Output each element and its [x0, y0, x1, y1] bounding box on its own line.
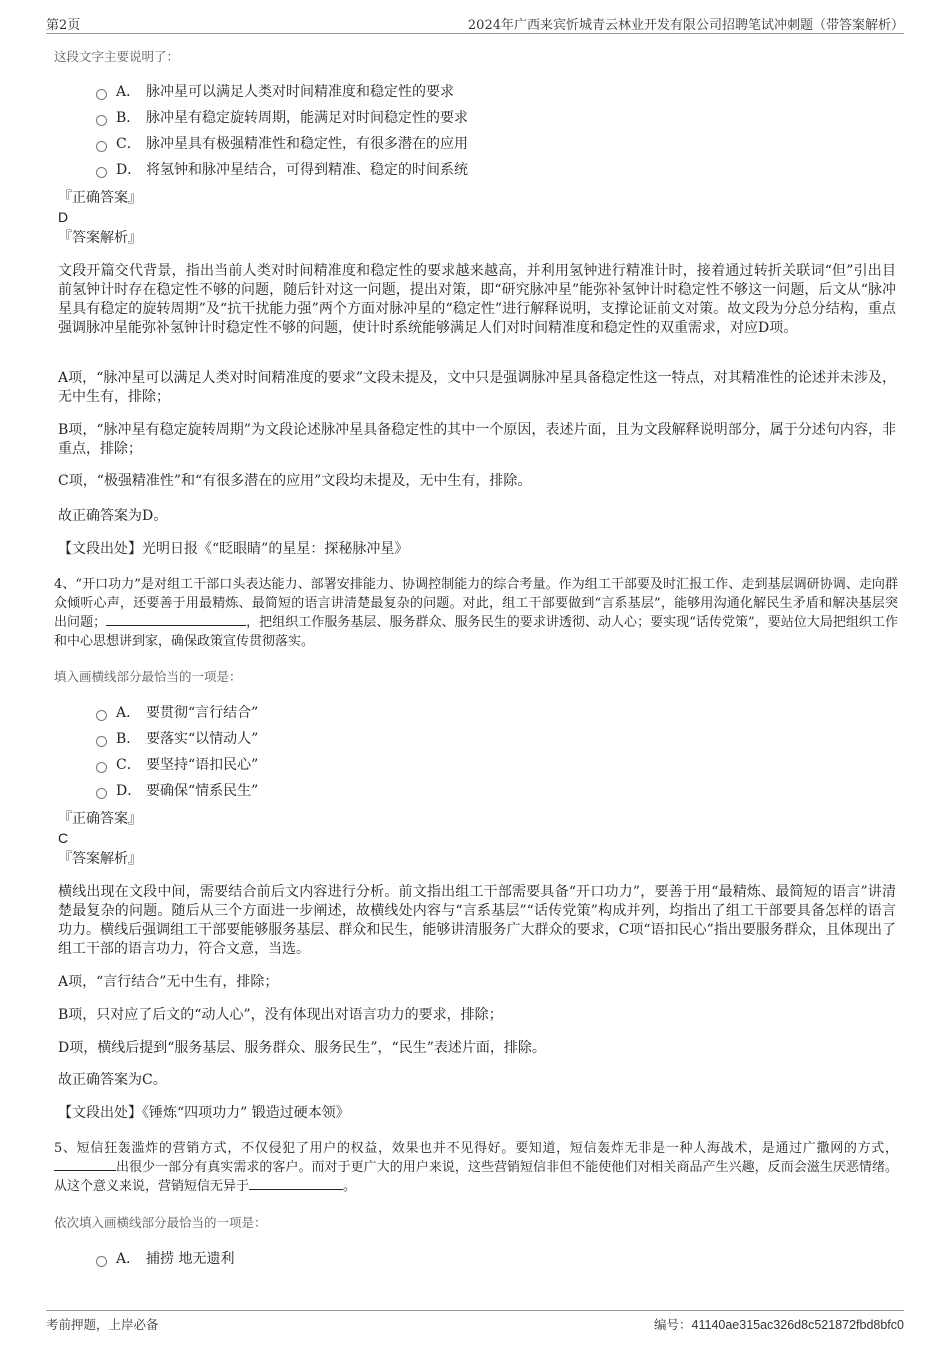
radio-icon[interactable] — [96, 710, 107, 721]
q4-answer-label: 『正确答案』 — [58, 811, 142, 827]
q4-option-d[interactable]: D． 要确保“情系民生” — [96, 780, 258, 802]
q3-option-a[interactable]: A． 脉冲星可以满足人类对时间精准度和稳定性的要求 — [96, 81, 454, 103]
q3-prompt: 这段文字主要说明了： — [54, 49, 180, 64]
q3-analysis-c: C项，“极强精准性”和“有很多潜在的应用”文段均未提及，无中生有，排除。 — [58, 473, 532, 489]
radio-icon[interactable] — [96, 141, 107, 152]
q4-source: 【文段出处】《锤炼“四项功力” 锻造过硬本领》 — [58, 1105, 350, 1121]
q4-prompt: 填入画横线部分最恰当的一项是： — [54, 669, 242, 684]
radio-icon[interactable] — [96, 788, 107, 799]
radio-icon[interactable] — [96, 89, 107, 100]
q3-analysis-b: B项，“脉冲星有稳定旋转周期”为文段论述脉冲星具备稳定性的其中一个原因，表述片面，且为文段解释说明部分，属于分述句内容，非重点，排除； — [58, 422, 896, 457]
q3-analysis-main: 文段开篇交代背景，指出当前人类对时间精准度和稳定性的要求越来越高，并利用氢钟进行精准计时，接着通过转折关联词“但”引出目前氢钟计时存在稳定性不够的问题，随后针对这一问题，提出对策，即“研究脉冲星”能弥补氢钟计时稳定性不够这一问题，后文从“脉冲星具有稳定的旋转周期”及“抗干扰能力强”两个方面对脉冲星的“稳定性”进行解释说明，支撑论证前文对策。故文段为分总分结构，重点强调脉冲星能弥补氢钟计时稳定性不够的问题，使计时系统能够满足人们对时间精准度和稳定性的双重需求，对应D项。 — [58, 263, 896, 336]
q5-stem: 5、短信狂轰滥炸的营销方式，不仅侵犯了用户的权益，效果也并不见得好。要知道，短信轰炸无非是一种人海战术，是通过广撒网的方式，出很少一部分有真实需求的客户。而对于更广大的用户来说，这些营销短信非但不能使他们对相关商品产生兴趣，反而会滋生厌恶情绪。从这个意义来说，营销短信无异于 。 — [54, 1141, 898, 1194]
q4-option-c[interactable]: C． 要坚持“语扣民心” — [96, 754, 258, 776]
radio-icon[interactable] — [96, 736, 107, 747]
q4-analysis-d: D项，横线后提到“服务基层、服务群众、服务民生”，“民生”表述片面，排除。 — [58, 1040, 546, 1056]
q5-blank-2 — [249, 1177, 343, 1190]
q4-option-a[interactable]: A． 要贯彻“言行结合” — [96, 702, 258, 724]
q4-option-b[interactable]: B． 要落实“以情动人” — [96, 728, 258, 750]
radio-icon[interactable] — [96, 1256, 107, 1267]
q3-answer: D — [58, 209, 69, 225]
q3-option-b[interactable]: B． 脉冲星有稳定旋转周期，能满足对时间稳定性的要求 — [96, 107, 468, 129]
document-title: 2024年广西来宾忻城青云林业开发有限公司招聘笔试冲刺题（带答案解析） — [467, 18, 904, 33]
q4-analysis-label: 『答案解析』 — [58, 851, 142, 867]
radio-icon[interactable] — [96, 115, 107, 126]
q4-answer: C — [58, 830, 69, 846]
q3-source: 【文段出处】光明日报《“眨眼睛”的星星：探秘脉冲星》 — [58, 541, 409, 557]
q3-conclusion: 故正确答案为D。 — [58, 508, 168, 524]
page-header — [46, 13, 904, 34]
q3-analysis-label: 『答案解析』 — [58, 230, 142, 246]
q4-analysis-a: A项，“言行结合”无中生有，排除； — [58, 974, 279, 990]
page-footer — [46, 1310, 904, 1333]
q4-stem: 4、“开口功力”是对组工干部口头表达能力、部署安排能力、协调控制能力的综合考量。作为组工干部要及时汇报工作、走到基层调研协调、走向群众倾听心声，还要善于用最精炼、最简短的语言讲清楚最复杂的问题。对此，组工干部要做到“言系基层”，能够用沟通化解民生矛盾和解决基层突出问题； ，把组织工作服务基层、服务群众、服务民生的要求讲透彻、动人心；要实现“话传党策”，要站位大局把组织工作和中心思想讲到家，确保政策宣传贯彻落实。 — [54, 577, 898, 649]
radio-icon[interactable] — [96, 762, 107, 773]
q5-option-a[interactable]: A． 捕捞 地无遗利 — [96, 1248, 234, 1270]
q3-option-c[interactable]: C． 脉冲星具有极强精准性和稳定性，有很多潜在的应用 — [96, 133, 468, 155]
q3-option-d[interactable]: D． 将氢钟和脉冲星结合，可得到精准、稳定的时间系统 — [96, 159, 468, 181]
q5-blank-1 — [54, 1158, 116, 1171]
q4-analysis-main: 横线出现在文段中间，需要结合前后文内容进行分析。前文指出组工干部需要具备“开口功力”，要善于用“最精炼、最简短的语言”讲清楚最复杂的问题。随后从三个方面进一步阐述，故横线处内容与“言系基层”“话传党策”构成并列，均指出了组工干部要具备怎样的语言功力。横线后强调组工干部要能够服务基层、群众和民生，能够讲清服务广大群众的要求，C项“语扣民心”指出要服务群众，且体现出了组工干部的语言功力，符合文意，当选。 — [58, 884, 896, 957]
q5-prompt: 依次填入画横线部分最恰当的一项是： — [54, 1215, 267, 1230]
radio-icon[interactable] — [96, 167, 107, 178]
q4-analysis-b: B项，只对应了后文的“动人心”，没有体现出对语言功力的要求，排除； — [58, 1007, 503, 1023]
q3-analysis-a: A项，“脉冲星可以满足人类对时间精准度的要求”文段未提及，文中只是强调脉冲星具备稳定性这一特点，对其精准性的论述并未涉及，无中生有，排除； — [58, 370, 896, 405]
q4-conclusion: 故正确答案为C。 — [58, 1072, 167, 1088]
footer-slogan: 考前押题，上岸必备 — [46, 1317, 159, 1332]
q3-answer-label: 『正确答案』 — [58, 190, 142, 206]
page-number: 第2页 — [46, 18, 81, 33]
document-code: 编号：41140ae315ac326d8c521872fbd8bfc0 — [654, 1317, 904, 1332]
q4-blank — [106, 613, 246, 626]
